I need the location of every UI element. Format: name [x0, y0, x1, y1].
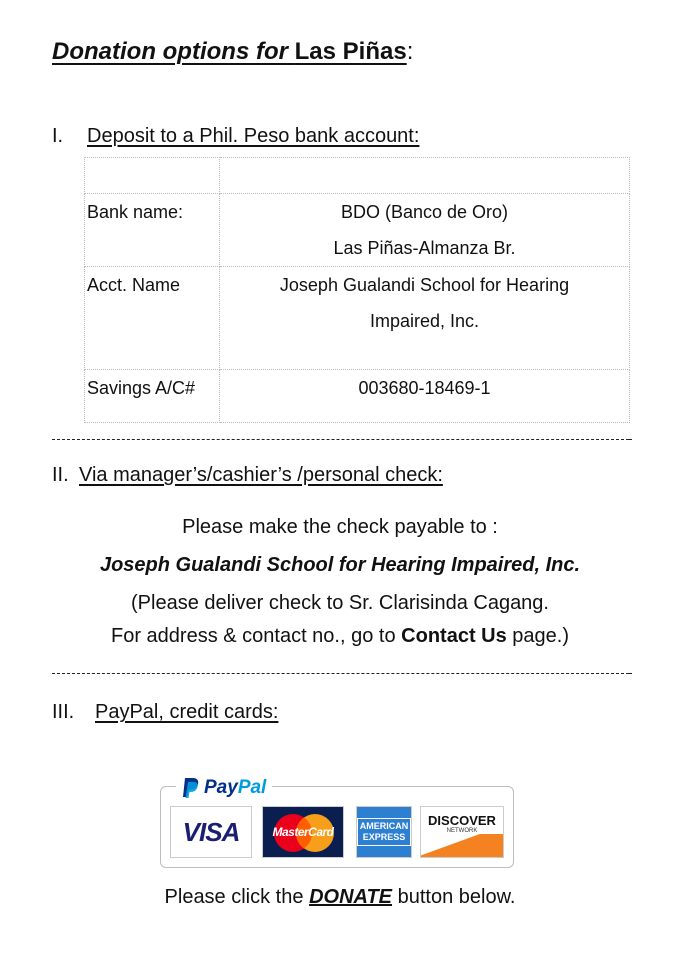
donate-prefix: Please click the [164, 886, 304, 908]
divider [52, 662, 632, 682]
discover-text: DISCOVER [428, 813, 496, 828]
section1-heading [52, 125, 419, 148]
delivery-note: (Please deliver check to Sr. Clarisinda Cagang. [131, 592, 549, 614]
divider [52, 428, 632, 448]
bank-branch-value: Las Piñas-Almanza Br. [333, 238, 516, 258]
mastercard-logo [262, 806, 344, 858]
paypal-wordmark: PayPal [204, 777, 267, 798]
title-colon: : [406, 38, 414, 65]
mastercard-text: MasterCard [272, 825, 334, 839]
table-row [85, 267, 630, 370]
table-row [85, 194, 630, 267]
table-cell-empty-value [220, 158, 630, 194]
section3-title: PayPal, credit cards: [95, 701, 279, 723]
section3-heading [52, 701, 278, 724]
title-part2: Las Piñas [294, 38, 407, 65]
amex-logo [356, 806, 412, 858]
section2-heading [52, 464, 443, 487]
discover-logo [420, 806, 504, 858]
section1-title: Deposit to a Phil. Peso bank account: [87, 125, 420, 147]
page-title [52, 38, 413, 66]
donate-suffix: button below. [397, 886, 516, 908]
title-part1: Donation options for [52, 38, 288, 65]
visa-logo [170, 806, 252, 858]
table-cell-empty-label [85, 158, 220, 194]
discover-subtext: NETWORK [446, 828, 478, 834]
acct-name-label: Acct. Name [87, 275, 181, 295]
section1-number: I. [52, 125, 64, 147]
savings-label: Savings A/C# [87, 378, 196, 398]
donate-link[interactable]: DONATE [309, 886, 393, 908]
paypal-icon [182, 777, 200, 799]
amex-text: AMERICAN EXPRESS [357, 818, 412, 846]
check-instruction: Please make the check payable to : [182, 516, 498, 538]
table-row [85, 158, 630, 194]
contact-note [0, 625, 680, 648]
bank-name-label: Bank name: [87, 202, 184, 222]
payee-name: Joseph Gualandi School for Hearing Impaired, Inc. [99, 554, 581, 576]
bank-name-value: BDO (Banco de Oro) [340, 202, 509, 222]
table-row [85, 370, 630, 423]
discover-stripe [421, 834, 503, 857]
bank-details-table [84, 157, 630, 423]
paypal-logo [176, 774, 272, 802]
donate-instruction [0, 886, 680, 909]
visa-text: VISA [182, 816, 240, 847]
section2-title: Via manager’s/cashier’s /personal check: [79, 464, 443, 486]
contact-note-prefix: For address & contact no., go to [110, 625, 396, 647]
acct-name-value-line1: Joseph Gualandi School for Hearing [279, 275, 570, 295]
section2-number: II. [52, 464, 69, 486]
acct-name-value-line2: Impaired, Inc. [369, 311, 480, 331]
section3-number: III. [52, 701, 75, 723]
contact-note-suffix: page.) [512, 625, 570, 647]
savings-value: 003680-18469-1 [358, 378, 491, 398]
contact-us-link[interactable]: Contact Us [401, 625, 507, 647]
